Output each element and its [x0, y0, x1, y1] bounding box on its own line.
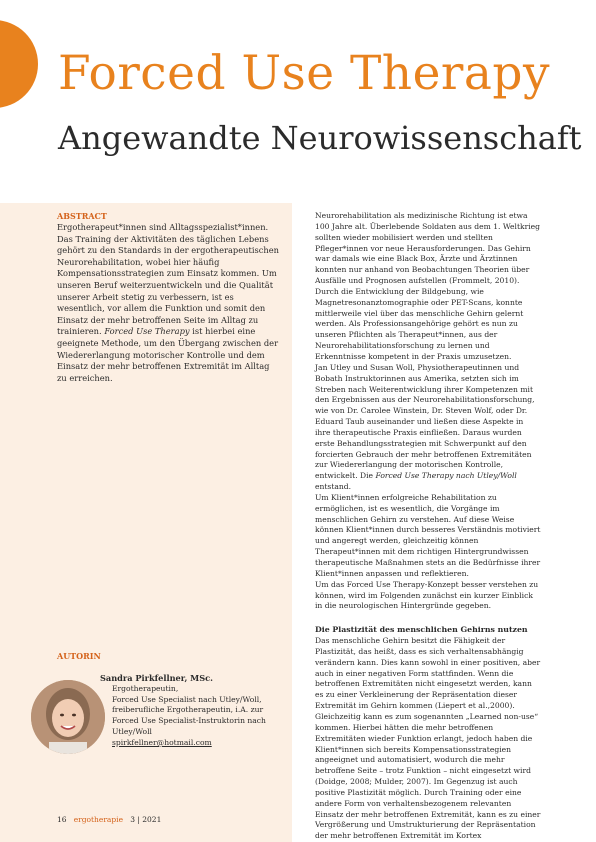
author-line: Ergotherapeutin, — [112, 683, 179, 693]
issue-number: 3 | 2021 — [130, 815, 162, 824]
article-subtitle: Angewandte Neurowissenschaft — [58, 119, 582, 157]
body-paragraph — [315, 363, 541, 493]
author-line: Utley/Woll — [112, 726, 152, 736]
author-info — [100, 673, 287, 749]
author-name: Sandra Pirkfellner, MSc. — [100, 673, 213, 683]
body-text: entstand. — [315, 482, 352, 492]
article-title: Forced Use Therapy — [58, 46, 551, 101]
abstract-term: Forced Use Therapy — [104, 326, 190, 337]
method-term: Forced Use Therapy nach Utley/Woll — [375, 471, 517, 481]
section-heading: Die Plastizität des menschlichen Gehirns nutzen — [315, 625, 528, 635]
author-email-link[interactable]: spirkfellner@hotmail.com — [112, 737, 212, 747]
author-line: Forced Use Specialist nach Utley/Woll, — [112, 694, 262, 704]
page-footer — [57, 815, 161, 824]
author-photo-icon — [31, 680, 105, 754]
author-line: freiberufliche Ergotherapeutin, i.A. zur — [112, 705, 264, 715]
abstract-text-b: ist hierbei eine geeignete Methode, um den Übergang zwischen der Wiedererlangung motorischer Kontrolle und dem Einsatz der mehr betroffenen Extremität im Alltag zu erreichen. — [57, 326, 279, 383]
author-heading: AUTORIN — [57, 651, 101, 661]
author-line: Forced Use Specialist-Instruktorin nach — [112, 716, 266, 726]
abstract-text — [57, 222, 279, 384]
body-paragraph: Das menschliche Gehirn besitzt die Fähigkeit der Plastizität, das heißt, dass es sich verhaltensabhängig verändern kann. Dies kann sowohl in einer positiven, aber auch in einer negativen Form stattfinden. Wenn die betroffenen Extremitäten nicht eingesetzt werden, kann es zu einer Verkleinerung der Repräsentation dieser Extremität im Gehirn kommen (Liepert et al.,2000). Gleichzeitig kann es zum sogenannten „Learned non-use“ kommen. Hierbei hätten die mehr betroffenen Extremitäten wieder Funktion erlangt, jedoch haben die Klient*innen sich bereits Kompensationsstrategien angeeignet und automatisiert, wodurch die mehr betroffene Seite – trotz Funktion – nicht eingesetzt wird (Doidge, 2008; Mulder, 2007). Im Gegenzug ist auch positive Plastizität möglich. Durch Training oder eine andere Form von verhaltensbezogenem relevanten Einsatz der mehr betroffenen Extremität, kann es zu einer Vergrößerung und Umstrukturierung der Repräsentation der mehr betroffenen Extremität im Kortex — [315, 636, 541, 841]
body-paragraph: Um das Forced Use Therapy-Konzept besser verstehen zu können, wird im Folgenden zunächst ein kurzer Einblick in die neurologischen Hintergründe gegeben. — [315, 579, 539, 611]
body-text: Jan Utley und Susan Woll, Physiotherapeutinnen und Bobath Instruktorinnen aus Amerika, setzten sich im Streben nach Weiterentwicklung ihrer Kompetenzen mit den Ergebnissen aus der Neurorehabilitationsforschung, wie von Dr. Carolee Winstein, Dr. Steven Wolf, oder Dr. Eduard Taub auseinander und ließen diese Aspekte in ihre therapeutische Praxis einfließen. Daraus wurden erste Behandlungsstrategien mit Schwerpunkt auf den forcierten Gebrauch der mehr betroffenen Extremitäten zur Wiedererlangung der motorischen Kontrolle, entwickelt. Die — [315, 362, 535, 481]
abstract-text-a: Ergotherapeut*innen sind Alltagsspezialist*innen. Das Training der Aktivitäten des täglichen Lebens gehört zu den Standards in der ergotherapeutischen Neurorehabilitation, wobei hier häufig Kompensationsstrategien zum Einsatz kommen. Um unseren Beruf weiterzuentwickeln und die Qualität unserer Arbeit stetig zu verbessern, ist es wesentlich, vor allem die Funktion und somit den Einsatz der mehr betroffenen Seite im Alltag zu trainieren. — [57, 222, 279, 337]
page-number: 16 — [57, 815, 67, 824]
body-column — [315, 211, 541, 842]
journal-name: ergotherapie — [73, 815, 124, 824]
section-tab — [0, 20, 38, 108]
body-paragraph: Neurorehabilitation als medizinische Richtung ist etwa 100 Jahre alt. Überlebende Soldaten aus dem 1. Weltkrieg sollten wieder mobilisiert werden und stellten Pfleger*innen vor neue Herausforderungen. Das Gehirn war damals wie eine Black Box, Ärzte und Ärztinnen konnten nur anhand von Beobachtungen Theorien über Ausfälle und Prognosen aufstellen (Frommelt, 2010). Durch die Entwicklung der Bildgebung, wie Magnetresonanztomographie oder PET-Scans, konnte mittlerweile viel über das menschliche Gehirn gelernt werden. Als Professionsangehörige gehört es nun zu unseren Pflichten als Therapeut*innen, aus der Neurorehabilitationsforschung zu lernen und Erkenntnisse kompetent in der Praxis umzusetzen. — [315, 211, 541, 361]
body-paragraph: Um Klient*innen erfolgreiche Rehabilitation zu ermöglichen, ist es wesentlich, die Vorgänge im menschlichen Gehirn zu verstehen. Auf diese Weise können Klient*innen durch besseres Verständnis motiviert und angeregt werden, gleichzeitig können Therapeut*innen mit dem richtigen Hintergrundwissen therapeutische Maßnahmen stets an die Bedürfnisse ihrer Klient*innen anpassen und reflektieren. — [315, 492, 541, 578]
abstract-heading: ABSTRACT — [57, 211, 107, 221]
author-avatar — [31, 680, 105, 754]
